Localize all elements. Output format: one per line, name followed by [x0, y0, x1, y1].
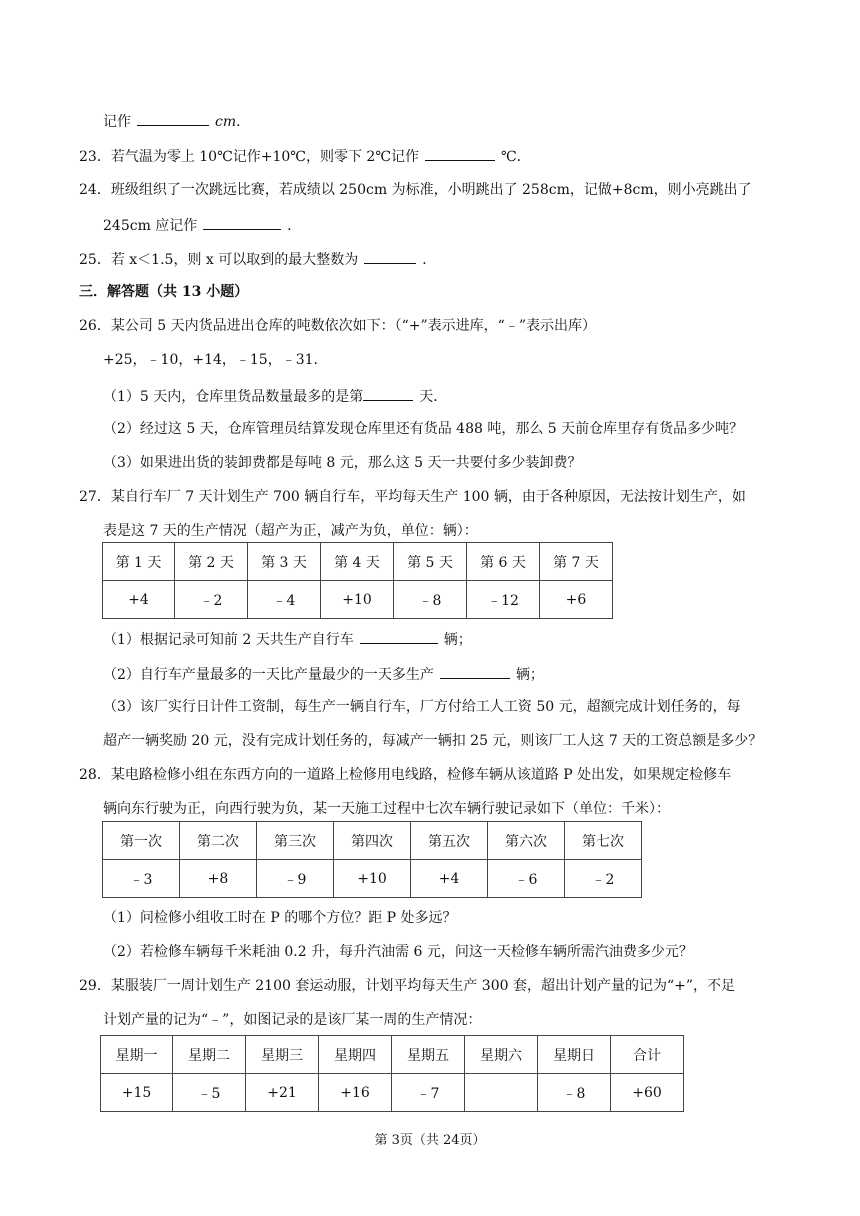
- answer-blank[interactable]: [364, 248, 416, 264]
- question-text: 若 x＜1.5，则 x 可以取到的最大整数为: [110, 252, 359, 268]
- table-row: [103, 860, 642, 898]
- table-header-cell: 第 2 天: [175, 543, 248, 581]
- table-cell: +60: [611, 1074, 684, 1112]
- table-cell: ﹣8: [394, 581, 467, 619]
- question-suffix: ．: [287, 218, 302, 234]
- answer-blank[interactable]: [137, 110, 209, 126]
- table-cell: ﹣7: [392, 1074, 465, 1112]
- table-cell: ﹣8: [538, 1074, 611, 1112]
- q27-part3-line2: 超产一辆奖励 20 元，没有完成计划任务的，每减产一辆扣 25 元，则该厂工人这 7 天的工资总额是多少？: [103, 733, 763, 749]
- part-text: （1）5 天内，仓库里货品数量最多的是第: [103, 389, 364, 405]
- answer-blank[interactable]: [360, 628, 438, 644]
- table-cell: +8: [180, 860, 257, 898]
- table-header-cell: 第 7 天: [540, 543, 613, 581]
- table-header-cell: 第四次: [334, 822, 411, 860]
- question-25: [79, 248, 436, 270]
- table-cell: +10: [334, 860, 411, 898]
- table-header-row: [101, 1036, 684, 1074]
- q29-table: [100, 1035, 684, 1112]
- section-title: 三．解答题（共 13 小题）: [79, 284, 249, 300]
- question-suffix: ℃．: [500, 149, 531, 165]
- part-suffix: 辆；: [515, 667, 544, 683]
- question-text: 某电路检修小组在东西方向的一道路上检修用电线路，检修车辆从该道路 P 处出发，如果规定检修车: [110, 767, 732, 783]
- question-text: 某公司 5 天内货品进出仓库的吨数依次如下：（“+”表示进库，“﹣”表示出库）: [110, 318, 596, 334]
- page-footer: 第 3页（共 24页）: [374, 1133, 486, 1148]
- q26-values: +25，﹣10，+14，﹣15，﹣31．: [103, 352, 328, 368]
- table-cell: +16: [319, 1074, 392, 1112]
- table-cell-empty[interactable]: [465, 1074, 538, 1112]
- table-header-cell: 第二次: [180, 822, 257, 860]
- question-27-line1: [79, 487, 746, 507]
- table-cell: ﹣6: [488, 860, 565, 898]
- question-24-line2: [103, 214, 301, 236]
- table-header-cell: 星期二: [173, 1036, 246, 1074]
- table-header-cell: 星期一: [101, 1036, 173, 1074]
- question-number: 26．: [79, 318, 111, 334]
- table-header-cell: 第一次: [103, 822, 180, 860]
- table-header-cell: 第 3 天: [248, 543, 321, 581]
- part-suffix: 天．: [419, 389, 448, 405]
- question-text: 若气温为零上 10℃记作+10℃，则零下 2℃记作: [110, 149, 419, 165]
- table-header-cell: 星期六: [465, 1036, 538, 1074]
- table-header-row: [103, 543, 613, 581]
- question-text: 班级组织了一次跳远比赛，若成绩以 250cm 为标准，小明跳出了 258cm，记做+8cm，则小亮跳出了: [110, 182, 752, 198]
- q27-part1: [103, 628, 472, 650]
- q27-part3-line1: （3）该厂实行日计件工资制，每生产一辆自行车，厂方付给工人工资 50 元，超额完成计划任务的，每: [103, 699, 741, 715]
- question-28-line2: 辆向东行驶为正，向西行驶为负，某一天施工过程中七次车辆行驶记录如下（单位：千米）：: [103, 801, 670, 817]
- q26-part3: （3）如果进出货的装卸费都是每吨 8 元，那么这 5 天一共要付多少装卸费？: [103, 455, 582, 471]
- table-header-cell: 星期四: [319, 1036, 392, 1074]
- table-header-cell: 星期五: [392, 1036, 465, 1074]
- answer-blank[interactable]: [440, 663, 510, 679]
- q22-unit: cm: [215, 114, 237, 130]
- table-header-cell: 第 6 天: [467, 543, 540, 581]
- table-cell: ﹣12: [467, 581, 540, 619]
- table-cell: +4: [411, 860, 488, 898]
- question-29-line2: 计划产量的记为“﹣”，如图记录的是该厂某一周的生产情况：: [103, 1012, 482, 1028]
- question-24-line1: [79, 180, 752, 200]
- question-text: 某自行车厂 7 天计划生产 700 辆自行车，平均每天生产 100 辆，由于各种原因，无法按计划生产，如: [110, 489, 746, 505]
- q28-part1: （1）问检修小组收工时在 P 的哪个方位？距 P 处多远？: [103, 910, 457, 926]
- part-text: （2）自行车产量最多的一天比产量最少的一天多生产: [103, 667, 434, 683]
- table-header-cell: 第 5 天: [394, 543, 467, 581]
- question-number: 29．: [79, 978, 111, 994]
- table-cell: +15: [101, 1074, 173, 1112]
- table-header-cell: 第五次: [411, 822, 488, 860]
- table-cell: +6: [540, 581, 613, 619]
- question-number: 25．: [79, 252, 111, 268]
- table-cell: +21: [246, 1074, 319, 1112]
- table-header-row: [103, 822, 642, 860]
- table-cell: ﹣2: [565, 860, 642, 898]
- table-header-cell: 合计: [611, 1036, 684, 1074]
- table-header-cell: 星期日: [538, 1036, 611, 1074]
- q26-part1: [103, 385, 447, 407]
- table-header-cell: 第三次: [257, 822, 334, 860]
- question-28-line1: [79, 765, 731, 785]
- part-text: （1）根据记录可知前 2 天共生产自行车: [103, 632, 354, 648]
- answer-blank[interactable]: [203, 214, 281, 230]
- question-number: 28．: [79, 767, 111, 783]
- table-cell: +4: [103, 581, 175, 619]
- part-suffix: 辆；: [443, 632, 472, 648]
- answer-blank[interactable]: [363, 385, 413, 401]
- table-row: [101, 1074, 684, 1112]
- table-header-cell: 第六次: [488, 822, 565, 860]
- table-header-cell: 第 4 天: [321, 543, 394, 581]
- table-header-cell: 星期三: [246, 1036, 319, 1074]
- table-cell: ﹣9: [257, 860, 334, 898]
- table-row: [103, 581, 613, 619]
- table-cell: +10: [321, 581, 394, 619]
- question-26-intro: [79, 316, 596, 336]
- question-text: 245cm 应记作: [103, 218, 198, 234]
- q27-table: [102, 542, 613, 619]
- table-header-cell: 第七次: [565, 822, 642, 860]
- q27-part2: [103, 663, 544, 685]
- answer-blank[interactable]: [425, 145, 495, 161]
- table-cell: ﹣2: [175, 581, 248, 619]
- table-cell: ﹣4: [248, 581, 321, 619]
- question-27-line2: 表是这 7 天的生产情况（超产为正，减产为负，单位：辆）：: [103, 523, 478, 539]
- table-header-cell: 第 1 天: [103, 543, 175, 581]
- question-29-line1: [79, 976, 735, 996]
- q28-part2: （2）若检修车辆每千米耗油 0.2 升，每升汽油需 6 元，问这一天检修车辆所需汽油费多少元？: [103, 944, 693, 960]
- q28-table: [102, 821, 642, 898]
- q22-suffix: ．: [236, 114, 251, 130]
- q26-part2: （2）经过这 5 天，仓库管理员结算发现仓库里还有货品 488 吨，那么 5 天前仓库里存有货品多少吨？: [103, 421, 744, 437]
- question-number: 27．: [79, 489, 111, 505]
- table-cell: ﹣3: [103, 860, 180, 898]
- q22-tail: [103, 110, 250, 132]
- q22-prefix: 记作: [103, 114, 131, 130]
- question-number: 23．: [79, 149, 111, 165]
- question-suffix: ．: [422, 252, 437, 268]
- table-cell: ﹣5: [173, 1074, 246, 1112]
- question-text: 某服装厂一周计划生产 2100 套运动服，计划平均每天生产 300 套，超出计划产量的记为“+”，不足: [110, 978, 736, 994]
- question-23: [79, 145, 531, 167]
- question-number: 24．: [79, 182, 111, 198]
